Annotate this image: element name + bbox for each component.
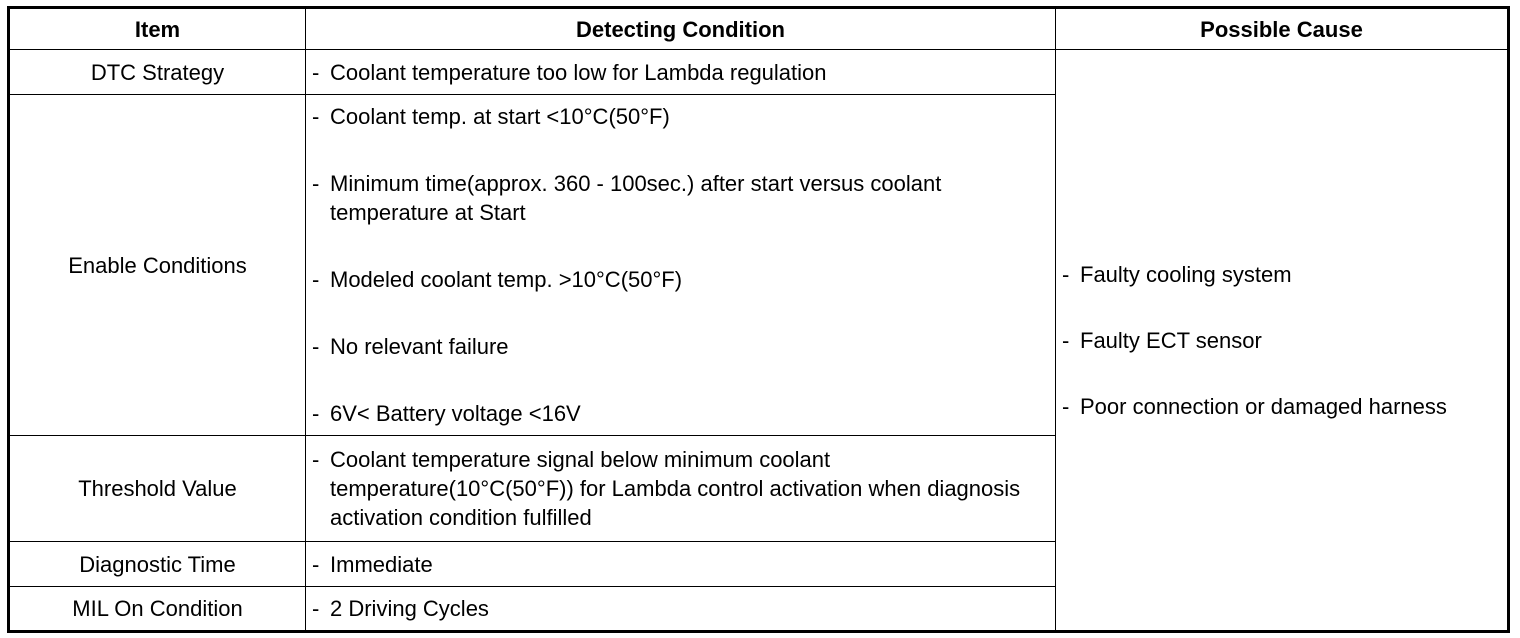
header-possible-cause: Possible Cause	[1056, 8, 1509, 50]
condition-text: Immediate	[330, 551, 433, 577]
condition-line	[312, 445, 1037, 532]
condition-line	[312, 594, 1037, 623]
row-conditions	[306, 542, 1056, 587]
bullet-dash: -	[1062, 393, 1070, 419]
bullet-dash: -	[312, 59, 320, 85]
cause-line	[1062, 326, 1507, 355]
table-row	[9, 50, 1509, 95]
condition-line	[312, 399, 1037, 428]
header-item: Item	[9, 8, 306, 50]
condition-line	[312, 58, 1037, 87]
dtc-table-container	[7, 6, 1510, 633]
cause-text: Poor connection or damaged harness	[1080, 393, 1447, 419]
condition-line	[312, 265, 1037, 294]
condition-text: Minimum time(approx. 360 - 100sec.) after start versus coolant temperature at Start	[330, 171, 942, 225]
row-item-label: MIL On Condition	[9, 587, 306, 632]
bullet-dash: -	[1062, 261, 1070, 287]
cause-text: Faulty cooling system	[1080, 261, 1292, 287]
bullet-dash: -	[312, 267, 320, 292]
row-item-label: Threshold Value	[9, 436, 306, 542]
possible-cause-cell	[1056, 50, 1509, 632]
row-conditions	[306, 587, 1056, 632]
condition-line	[312, 169, 1037, 227]
bullet-dash: -	[1062, 327, 1070, 353]
condition-line	[312, 332, 1037, 361]
row-item-label: DTC Strategy	[9, 50, 306, 95]
condition-text: Coolant temperature signal below minimum coolant temperature(10°C(50°F)) for Lambda control activation when diagnosis activation condition fulfilled	[330, 447, 1021, 530]
row-item-label: Diagnostic Time	[9, 542, 306, 587]
condition-text: 2 Driving Cycles	[330, 596, 489, 621]
dtc-table	[7, 6, 1510, 633]
condition-line	[312, 102, 1037, 131]
condition-text: Modeled coolant temp. >10°C(50°F)	[330, 267, 683, 292]
row-conditions	[306, 50, 1056, 95]
cause-line	[1062, 260, 1507, 289]
cause-line	[1062, 392, 1507, 421]
bullet-dash: -	[312, 171, 320, 196]
bullet-dash: -	[312, 334, 320, 359]
row-item-label: Enable Conditions	[9, 95, 306, 436]
header-row	[9, 8, 1509, 50]
condition-text: No relevant failure	[330, 334, 509, 359]
row-conditions	[306, 95, 1056, 436]
condition-text: Coolant temperature too low for Lambda regulation	[330, 59, 827, 85]
bullet-dash: -	[312, 104, 320, 129]
condition-text: Coolant temp. at start <10°C(50°F)	[330, 104, 670, 129]
cause-text: Faulty ECT sensor	[1080, 327, 1262, 353]
row-conditions	[306, 436, 1056, 542]
bullet-dash: -	[312, 401, 320, 426]
condition-text: 6V< Battery voltage <16V	[330, 401, 581, 426]
header-detecting-condition: Detecting Condition	[306, 8, 1056, 50]
bullet-dash: -	[312, 551, 320, 577]
bullet-dash: -	[312, 596, 320, 621]
bullet-dash: -	[312, 447, 320, 472]
condition-line	[312, 550, 1037, 579]
